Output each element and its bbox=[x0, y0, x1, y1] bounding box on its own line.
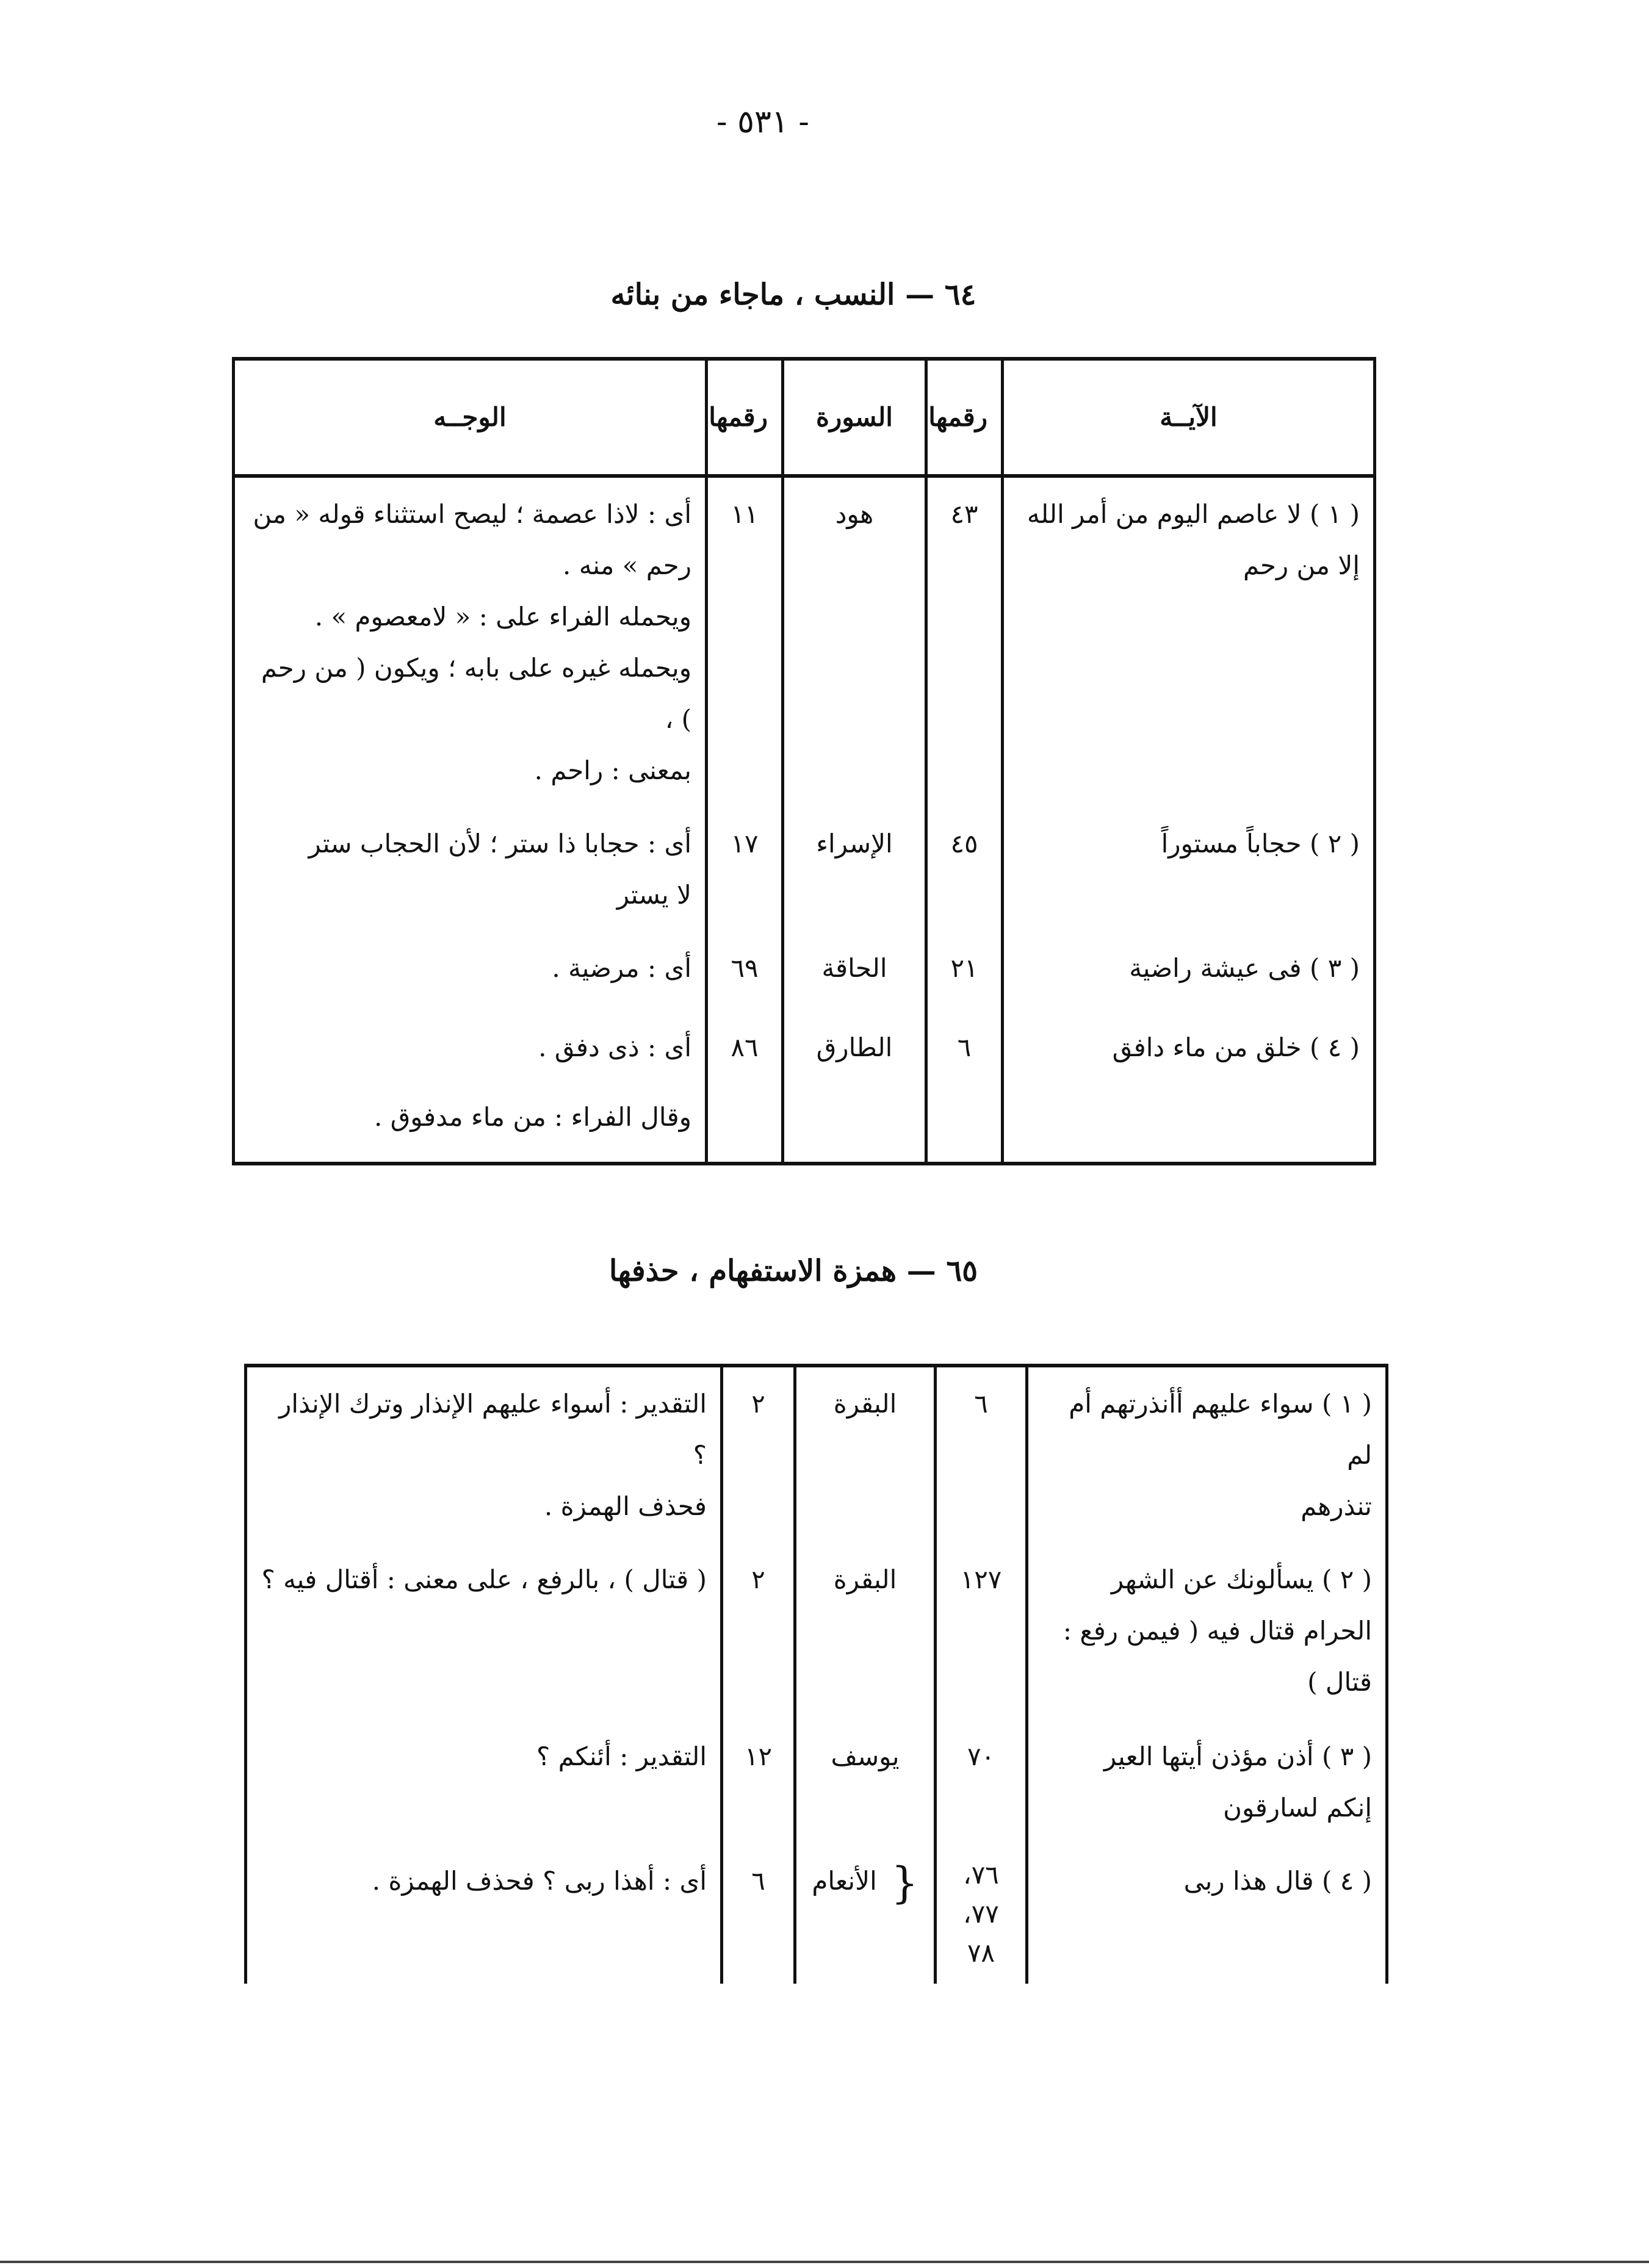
ayah-cell: ( ١ ) لا عاصم اليوم من أمر الله إلا من رحم bbox=[1003, 476, 1375, 807]
wajh-cell: أى : أهذا ربى ؟ فحذف الهمزة . bbox=[246, 1845, 722, 1984]
section-title-65: ٦٥ — همزة الاستفهام ، حذفها bbox=[608, 1254, 978, 1288]
ayah-number-cell: ٦ bbox=[936, 1366, 1027, 1543]
surah-cell: يوسف bbox=[795, 1720, 936, 1845]
surah-cell: الحاقة bbox=[783, 932, 926, 1011]
surah-label: الأنعام bbox=[812, 1866, 877, 1896]
surah-cell: الإسراء bbox=[783, 807, 926, 932]
ayah-cell: ( ٢ ) يسألونك عن الشهر الحرام قتال فيه ( فيمن رفع : قتال ) bbox=[1027, 1543, 1387, 1720]
ayah-number-cell: ٧٦، ٧٧، ٧٨ bbox=[936, 1845, 1027, 1984]
surah-number-cell: ٨٦ bbox=[707, 1011, 783, 1164]
ayah-cell: ( ١ ) سواء عليهم أأنذرتهم أم لم تنذرهم bbox=[1027, 1366, 1387, 1543]
ayah-cell: ( ٣ ) أذن مؤذن أيتها العير إنكم لسارقون bbox=[1027, 1720, 1387, 1845]
surah-number-cell: ١٢ bbox=[722, 1720, 795, 1845]
ayah-cell: ( ٤ ) قال هذا ربى bbox=[1027, 1845, 1387, 1984]
surah-number-cell: ١٧ bbox=[707, 807, 783, 932]
table-row bbox=[234, 932, 1375, 1011]
ayah-number-cell: ٧٠ bbox=[936, 1720, 1027, 1845]
surah-number-cell: ٦٩ bbox=[707, 932, 783, 1011]
wajh-cell: أى : ذى دفق . وقال الفراء : من ماء مدفوق . bbox=[234, 1011, 707, 1164]
table-row bbox=[234, 476, 1375, 807]
wajh-cell: التقدير : أسواء عليهم الإنذار وترك الإنذار ؟ فحذف الهمزة . bbox=[246, 1366, 722, 1543]
surah-number-cell: ١١ bbox=[707, 476, 783, 807]
nisba-table bbox=[232, 357, 1376, 1165]
page-bottom-edge bbox=[0, 2261, 1649, 2263]
section-title-64: ٦٤ — النسب ، ماجاء من بنائه bbox=[610, 278, 976, 312]
surah-cell: الطارق bbox=[783, 1011, 926, 1164]
wajh-cell: أى : حجابا ذا ستر ؛ لأن الحجاب ستر لا يستر bbox=[234, 807, 707, 932]
table-row bbox=[234, 1011, 1375, 1164]
table-row bbox=[246, 1366, 1387, 1543]
surah-cell bbox=[795, 1845, 936, 1984]
header-ayah: الآيــة bbox=[1003, 359, 1375, 476]
wajh-cell: أى : مرضية . bbox=[234, 932, 707, 1011]
ayah-number-cell: ١٢٧ bbox=[936, 1543, 1027, 1720]
header-ayah-number: رقمها bbox=[926, 359, 1003, 476]
surah-cell: البقرة bbox=[795, 1366, 936, 1543]
surah-number-cell: ٢ bbox=[722, 1543, 795, 1720]
page-number: - ٥٣١ - bbox=[716, 104, 809, 140]
surah-cell: البقرة bbox=[795, 1543, 936, 1720]
curly-brace-icon: { bbox=[891, 1858, 918, 1908]
header-wajh: الوجــه bbox=[234, 359, 707, 476]
ayah-cell: ( ٢ ) حجاباً مستوراً bbox=[1003, 807, 1375, 932]
ayah-number-cell: ٤٣ bbox=[926, 476, 1003, 807]
ayah-number-cell: ٢١ bbox=[926, 932, 1003, 1011]
hamza-table bbox=[244, 1364, 1388, 1984]
surah-number-cell: ٦ bbox=[722, 1845, 795, 1984]
wajh-cell: ( قتال ) ، بالرفع ، على معنى : أقتال فيه ؟ bbox=[246, 1543, 722, 1720]
surah-number-cell: ٢ bbox=[722, 1366, 795, 1543]
ayah-cell: ( ٣ ) فى عيشة راضية bbox=[1003, 932, 1375, 1011]
ayah-number-cell: ٤٥ bbox=[926, 807, 1003, 932]
table-row bbox=[246, 1543, 1387, 1720]
wajh-cell: التقدير : أئنكم ؟ bbox=[246, 1720, 722, 1845]
table-row bbox=[234, 807, 1375, 932]
surah-cell: هود bbox=[783, 476, 926, 807]
header-surah-number: رقمها bbox=[707, 359, 783, 476]
table-row bbox=[246, 1845, 1387, 1984]
table-row bbox=[246, 1720, 1387, 1845]
table-header-row bbox=[234, 359, 1375, 476]
ayah-number-cell: ٦ bbox=[926, 1011, 1003, 1164]
wajh-cell: أى : لاذا عصمة ؛ ليصح استثناء قوله « من رحم » منه . ويحمله الفراء على : « لامعصوم » . ويحمله غيره على بابه ؛ ويكون ( من رحم ) ، بمعنى : راحم . bbox=[234, 476, 707, 807]
ayah-cell: ( ٤ ) خلق من ماء دافق bbox=[1003, 1011, 1375, 1164]
header-surah: السورة bbox=[783, 359, 926, 476]
